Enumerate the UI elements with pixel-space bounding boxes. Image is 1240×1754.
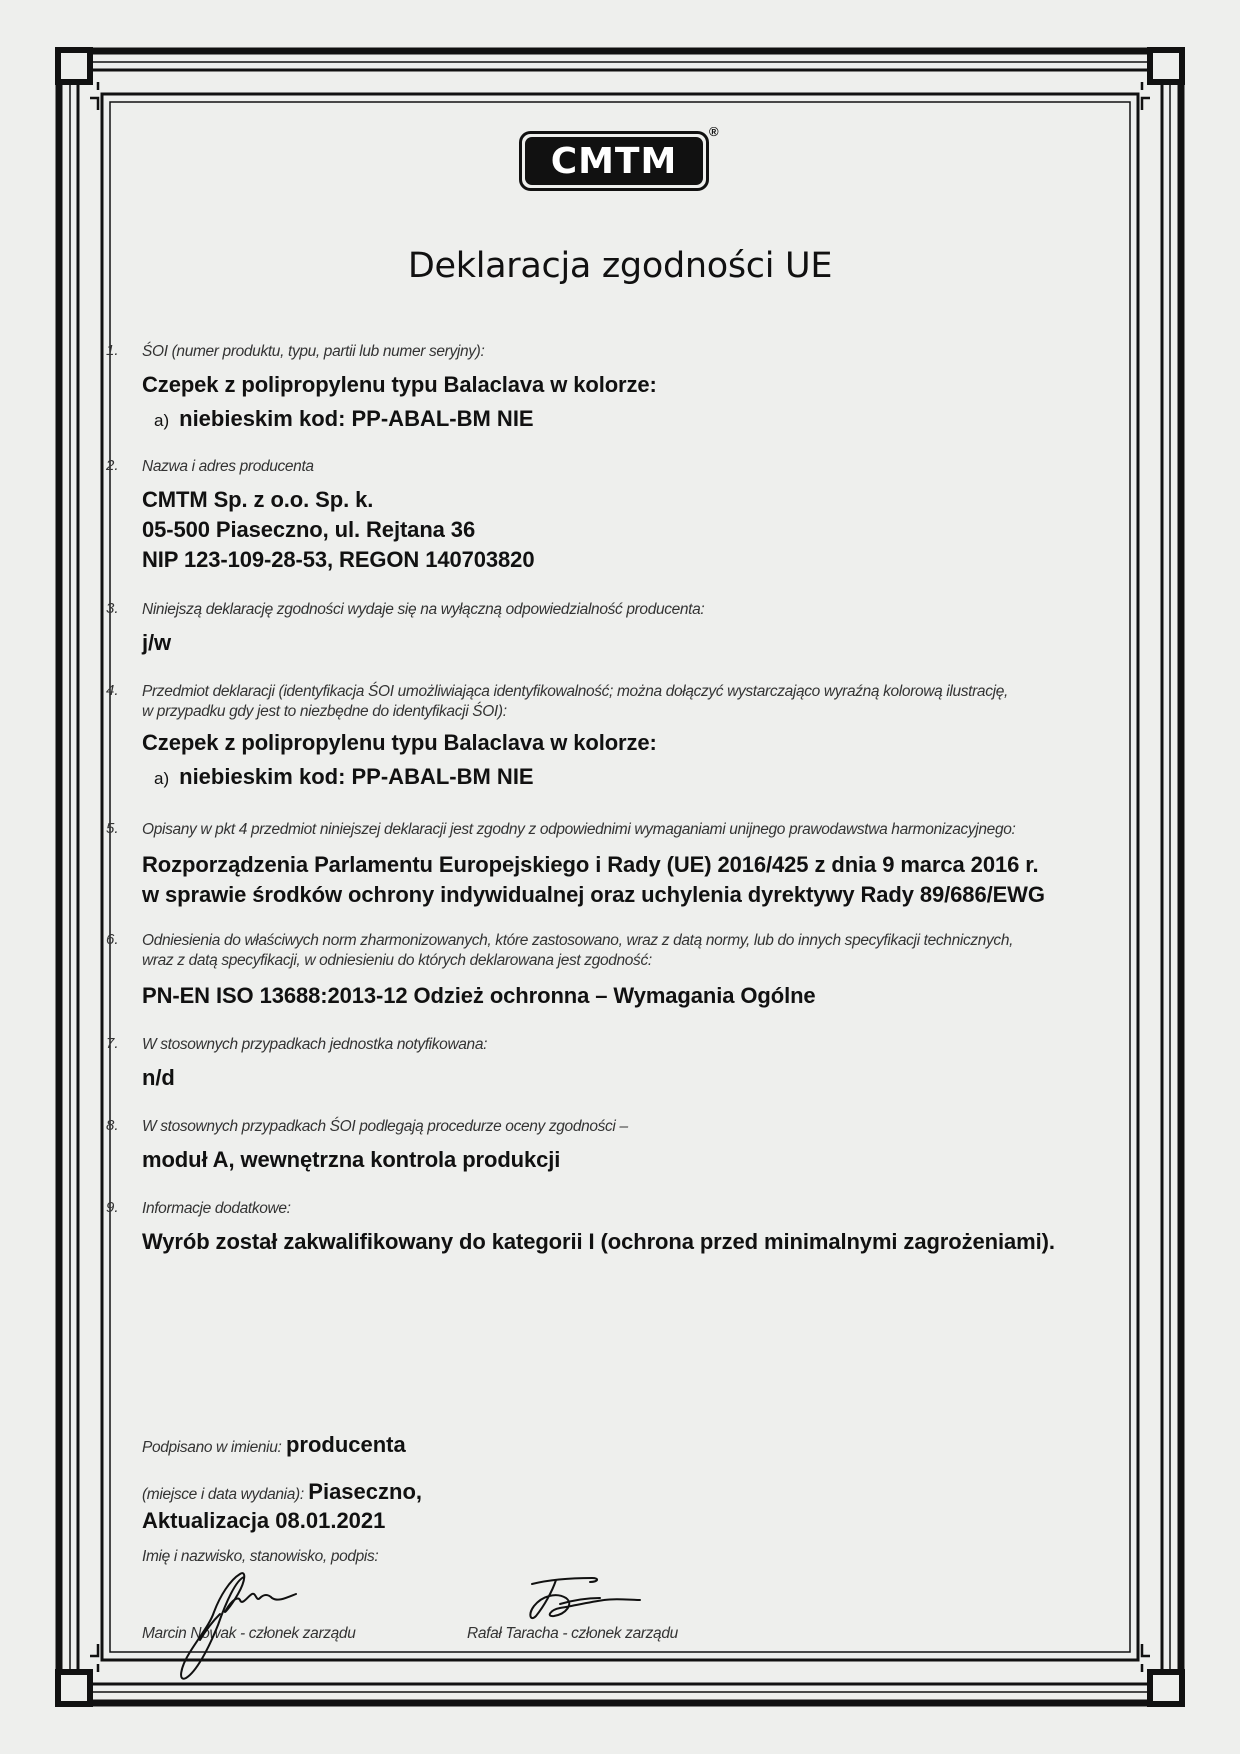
section-number: 3. [106, 600, 119, 617]
regulation-line-2: w sprawie środków ochrony indywidualnej oraz uchylenia dyrektywy Rady 89/686/EWG [142, 882, 1045, 907]
section-label: W stosownych przypadkach ŚOI podlegają procedurze oceny zgodności – [142, 1118, 628, 1135]
section-answer: Wyrób został zakwalifikowany do kategorii I (ochrona przed minimalnymi zagrożeniami). [142, 1229, 1055, 1254]
signed-on-behalf-value: producenta [285, 1432, 406, 1457]
section-label: Odniesienia do właściwych norm zharmonizowanych, które zastosowano, wraz z datą normy, lub do innych specyfikacji technicznych, [142, 932, 1014, 949]
sub-item-value: niebieskim kod: PP-ABAL-BM NIE [179, 764, 534, 789]
section-number: 6. [106, 931, 119, 948]
regulation-line-1: Rozporządzenia Parlamentu Europejskiego i Rady (UE) 2016/425 z dnia 9 marca 2016 r. [142, 852, 1039, 877]
section-number: 9. [106, 1199, 119, 1216]
section-label: Niniejszą deklarację zgodności wydaje się na wyłączną odpowiedzialność producenta: [142, 601, 705, 618]
section-number: 4. [106, 682, 119, 699]
section-answer: Czepek z polipropylenu typu Balaclava w kolorze: [142, 730, 657, 755]
section-label: W stosownych przypadkach jednostka notyfikowana: [142, 1036, 488, 1053]
section-number: 1. [106, 342, 119, 359]
section-label-continued: w przypadku gdy jest to niezbędne do identyfikacji ŚOI): [142, 703, 507, 720]
section-answer: moduł A, wewnętrzna kontrola produkcji [142, 1147, 561, 1172]
sub-item-label: a) [154, 769, 170, 788]
section-label: Informacje dodatkowe: [142, 1200, 291, 1217]
update-date: Aktualizacja 08.01.2021 [142, 1508, 386, 1533]
section-label: Opisany w pkt 4 przedmiot niniejszej deklaracji jest zgodny z odpowiednimi wymaganiami unijnego prawodawstwa harmonizacyjnego: [142, 821, 1016, 838]
registered-mark: ® [709, 124, 719, 139]
signature-2 [530, 1578, 640, 1618]
signed-on-behalf-label: Podpisano w imieniu: [142, 1439, 282, 1456]
section-answer: n/d [142, 1065, 175, 1090]
producer-address: 05-500 Piaseczno, ul. Rejtana 36 [142, 517, 476, 542]
section-label: Nazwa i adres producenta [142, 458, 314, 475]
place-value: Piaseczno, [308, 1479, 422, 1504]
signature-label: Imię i nazwisko, stanowisko, podpis: [142, 1548, 379, 1565]
signature-1 [181, 1573, 296, 1679]
sub-item-label: a) [154, 411, 170, 430]
section-answer: j/w [142, 630, 172, 655]
section-label: Przedmiot deklaracji (identyfikacja ŚOI umożliwiająca identyfikowalność; można dołączyć wystarczająco wyraźną kolorową ilustrację, [142, 683, 1008, 700]
section-number: 5. [106, 820, 119, 837]
signer-1-name: Marcin Nowak - członek zarządu [142, 1625, 356, 1642]
producer-ids: NIP 123-109-28-53, REGON 140703820 [142, 547, 535, 572]
producer-name: CMTM Sp. z o.o. Sp. k. [142, 487, 374, 512]
place-label: (miejsce i data wydania): [142, 1486, 304, 1503]
page-title: Deklaracja zgodności UE [407, 246, 833, 286]
section-number: 8. [106, 1117, 119, 1134]
section-label: ŚOI (numer produktu, typu, partii lub numer seryjny): [142, 343, 485, 360]
section-number: 7. [106, 1035, 119, 1052]
signer-2-name: Rafał Taracha - członek zarządu [467, 1625, 678, 1642]
section-number: 2. [106, 457, 119, 474]
section-answer: PN-EN ISO 13688:2013-12 Odzież ochronna – Wymagania Ogólne [142, 983, 816, 1008]
section-answer: Czepek z polipropylenu typu Balaclava w kolorze: [142, 372, 657, 397]
sub-item-value: niebieskim kod: PP-ABAL-BM NIE [179, 406, 534, 431]
section-label-continued: wraz z datą specyfikacji, w odniesieniu do których deklarowana jest zgodność: [142, 952, 652, 969]
logo-text: CMTM [550, 141, 678, 182]
